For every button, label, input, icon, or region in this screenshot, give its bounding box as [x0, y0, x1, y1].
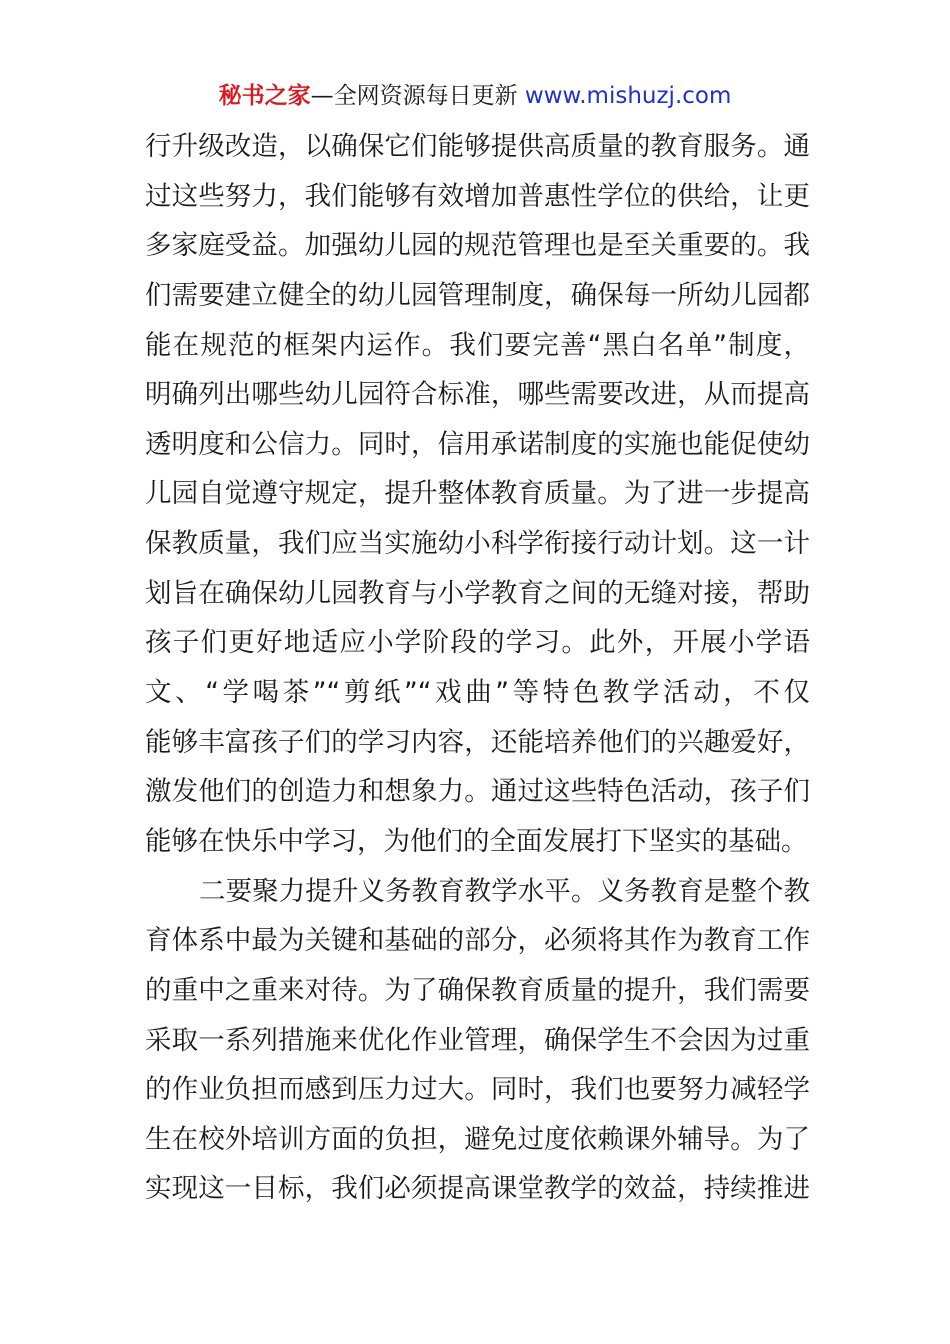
paragraph-2: [145, 867, 810, 1214]
text-line: 实现这一目标，我们必须提高课堂教学的效益，持续推进: [145, 1173, 810, 1205]
text-line: 育体系中最为关键和基础的部分，必须将其作为教育工作: [145, 925, 810, 957]
text-line: 的重中之重来对待。为了确保教育质量的提升，我们需要: [145, 974, 810, 1006]
text-line: 能够丰富孩子们的学习内容，还能培养他们的兴趣爱好，: [145, 726, 810, 758]
text-line: 能够在快乐中学习，为他们的全面发展打下坚实的基础。: [145, 825, 808, 857]
header-tagline: —全网资源每日更新: [310, 83, 518, 109]
text-line: 采取一系列措施来优化作业管理，确保学生不会因为过重: [145, 1024, 810, 1056]
text-line: 过这些努力，我们能够有效增加普惠性学位的供给，让更: [145, 180, 810, 212]
text-line: 们需要建立健全的幼儿园管理制度，确保每一所幼儿园都: [145, 279, 810, 311]
site-header: [0, 80, 950, 112]
text-line: 多家庭受益。加强幼儿园的规范管理也是至关重要的。我: [145, 230, 810, 262]
text-line: 行升级改造，以确保它们能够提供高质量的教育服务。通: [145, 131, 810, 162]
site-url-link[interactable]: www.mishuzj.com: [524, 83, 732, 109]
text-line: 激发他们的创造力和想象力。通过这些特色活动，孩子们: [145, 776, 810, 808]
text-line: 的作业负担而感到压力过大。同时，我们也要努力减轻学: [145, 1074, 810, 1106]
document-body: [145, 122, 810, 1214]
text-line: 划旨在确保幼儿园教育与小学教育之间的无缝对接，帮助: [145, 577, 810, 609]
text-line: 孩子们更好地适应小学阶段的学习。此外，开展小学语: [145, 627, 810, 659]
text-line: 保教质量，我们应当实施幼小科学衔接行动计划。这一计: [145, 528, 810, 560]
text-line: 文、“学喝茶”“剪纸”“戏曲”等特色教学活动，不仅: [145, 677, 810, 709]
paragraph-1: [145, 122, 810, 867]
text-line: 儿园自觉遵守规定，提升整体教育质量。为了进一步提高: [145, 478, 810, 510]
text-line: 二要聚力提升义务教育教学水平。义务教育是整个教: [199, 875, 810, 907]
text-line: 明确列出哪些幼儿园符合标准，哪些需要改进，从而提高: [145, 379, 810, 411]
text-line: 生在校外培训方面的负担，避免过度依赖课外辅导。为了: [145, 1123, 810, 1155]
brand-name: 秘书之家: [218, 83, 311, 109]
text-line: 能在规范的框架内运作。我们要完善“黑白名单”制度，: [145, 329, 810, 361]
text-line: 透明度和公信力。同时，信用承诺制度的实施也能促使幼: [145, 428, 810, 460]
